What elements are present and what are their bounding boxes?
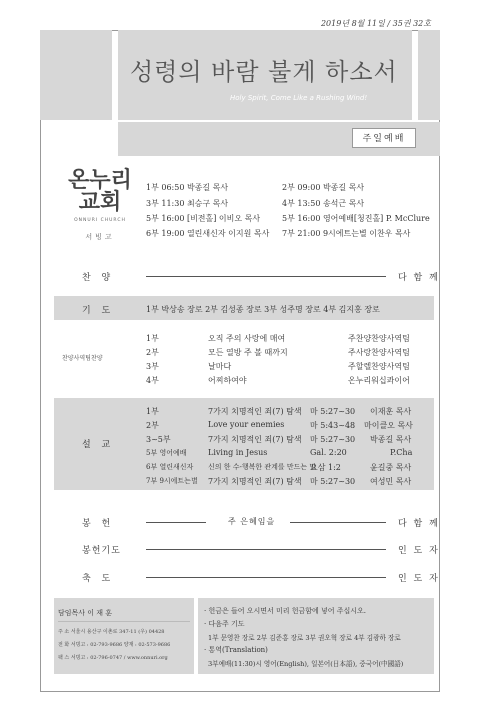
benediction-line — [146, 577, 386, 578]
sermon-title: 7가지 치명적인 죄(7) 탐색 — [208, 477, 302, 486]
service-time: 6부 19:00 열린새신자 이지원 목사 — [146, 229, 270, 238]
sermon-part: 7부 9시에트는별 — [146, 477, 198, 485]
sermon-ref: 요삼 1:2 — [310, 463, 341, 472]
sermon-speaker: 윤길중 목사 — [370, 463, 412, 472]
hymn-label: 찬 양 — [82, 273, 115, 283]
choir-part: 2부 — [146, 348, 159, 357]
choir-song: 오직 주의 사랑에 매여 — [208, 334, 286, 343]
choir-part: 3부 — [146, 362, 159, 371]
footer-divider — [58, 621, 190, 622]
offering-prayer-label: 봉헌기도 — [82, 546, 121, 556]
sermon-part: 6부 열린새신자 — [146, 463, 194, 471]
banner-left-block — [40, 30, 112, 120]
logo-english: ONNURI CHURCH — [74, 218, 126, 223]
sermon-speaker: 여성민 목사 — [370, 477, 412, 486]
service-time: 3부 11:30 최승구 목사 — [146, 199, 229, 208]
service-time: 5부 16:00 [비전홀] 이비오 목사 — [146, 214, 261, 223]
sermon-ref: 마 5:27~30 — [310, 407, 356, 416]
sermon-ref: 마 5:27~30 — [310, 477, 356, 486]
sermon-ref: 마 5:43~48 — [310, 421, 356, 430]
banner-title: 성령의 바람 불게 하소서 — [130, 58, 398, 86]
choir-team: 주찬양찬양사역팀 — [348, 334, 410, 343]
sermon-title: 신의 한 수-행복한 관계를 만드는 말 — [208, 463, 317, 471]
offering-label: 봉 헌 — [82, 519, 115, 529]
offering-line-left — [146, 522, 206, 523]
offering-prayer-leader: 인 도 자 — [398, 546, 440, 556]
sermon-title: 7가지 치명적인 죄(7) 탐색 — [208, 435, 302, 444]
notice-translation: · 통역(Translation) — [204, 646, 268, 654]
sermon-speaker: 이재훈 목사 — [370, 407, 412, 416]
sermon-title: Living in Jesus — [208, 448, 268, 457]
prayer-label: 기 도 — [82, 306, 115, 316]
choir-song: 어찌하여야 — [208, 376, 247, 385]
offering-hymn: 주 은혜임을 — [228, 517, 276, 526]
notice-offering: · 헌금은 들어 오시면서 미리 헌금함에 넣어 주십시오. — [204, 607, 367, 615]
notice-next-prayer-elders: 1부 문영찬 장로 2부 김준홍 장로 3부 권오혁 장로 4부 김광하 장로 — [208, 634, 401, 642]
hymn-leader: 다 함 께 — [398, 273, 440, 283]
church-logo — [60, 170, 140, 248]
campus-name: 서빙고 — [85, 233, 115, 241]
banner-subtitle: Holy Spirit, Come Like a Rushing Wind! — [230, 94, 368, 102]
notice-translation-detail: 3부예배(11:30)시 영어(English), 일본어(日本語), 중국어(中國語) — [208, 660, 404, 668]
hymn-line — [146, 276, 386, 277]
sermon-ref: 마 5:27~30 — [310, 435, 356, 444]
offering-leader: 다 함 께 — [398, 519, 440, 529]
banner-right-block — [418, 30, 440, 120]
sermon-speaker: 마이클오 목사 — [364, 421, 413, 430]
church-address: 주 소 서울시 용산구 이촌로 347-11 (우) 04428 — [58, 629, 165, 635]
sermon-part: 3~5부 — [146, 435, 171, 444]
choir-label: 찬양사역팀찬양 — [62, 355, 103, 362]
church-phone: 전 화 서빙고 : 02-793-9686 양재 : 02-573-9686 — [58, 642, 171, 648]
logo-wordmark: 온누리 교회 — [68, 168, 132, 215]
choir-team: 주할렐찬양사역팀 — [348, 362, 410, 371]
benediction-label: 축 도 — [82, 574, 115, 584]
sermon-speaker: 박종길 목사 — [370, 435, 412, 444]
service-time: 5부 16:00 영어예배[청진홀] P. McClure — [282, 214, 430, 223]
sermon-part: 5부 영어예배 — [146, 449, 187, 457]
benediction-leader: 인 도 자 — [398, 574, 440, 584]
notice-next-prayer: · 다음주 기도 — [204, 620, 245, 628]
service-time: 1부 06:50 박종길 목사 — [146, 183, 229, 192]
sermon-label: 설 교 — [82, 440, 115, 450]
choir-part: 4부 — [146, 376, 159, 385]
sermon-part: 1부 — [146, 407, 159, 416]
offering-line-right — [290, 522, 386, 523]
choir-team: 온누리워십콰이어 — [348, 376, 410, 385]
sermon-ref: Gal. 2:20 — [310, 448, 347, 457]
service-time: 7부 21:00 9시에트는별 이찬우 목사 — [282, 229, 411, 238]
sermon-title: 7가지 치명적인 죄(7) 탐색 — [208, 407, 302, 416]
choir-part: 1부 — [146, 334, 159, 343]
choir-song: 날마다 — [208, 362, 232, 371]
choir-team: 주사랑찬양사역팀 — [348, 348, 410, 357]
sermon-part: 2부 — [146, 421, 159, 430]
offering-prayer-line — [146, 549, 386, 550]
prayer-elders: 1부 박상송 장로 2부 김성종 장로 3부 성주명 장로 4부 김지홍 장로 — [146, 305, 380, 314]
issue-date: 2019년 8월 11일 / 35권 32호 — [320, 19, 431, 28]
senior-pastor: 담임목사 이 재 훈 — [58, 609, 113, 617]
church-fax: 팩 스 서빙고 : 02-796-0747 / www.onnuri.org — [58, 655, 168, 661]
choir-song: 모든 열방 주 볼 때까지 — [208, 348, 288, 357]
tab-sunday-service: 주일예배 — [352, 128, 416, 148]
sermon-title: Love your enemies — [208, 420, 285, 429]
service-time: 4부 13:50 송석근 목사 — [282, 199, 365, 208]
service-time: 2부 09:00 박종길 목사 — [282, 183, 365, 192]
sermon-speaker: P.Cha — [390, 448, 413, 457]
